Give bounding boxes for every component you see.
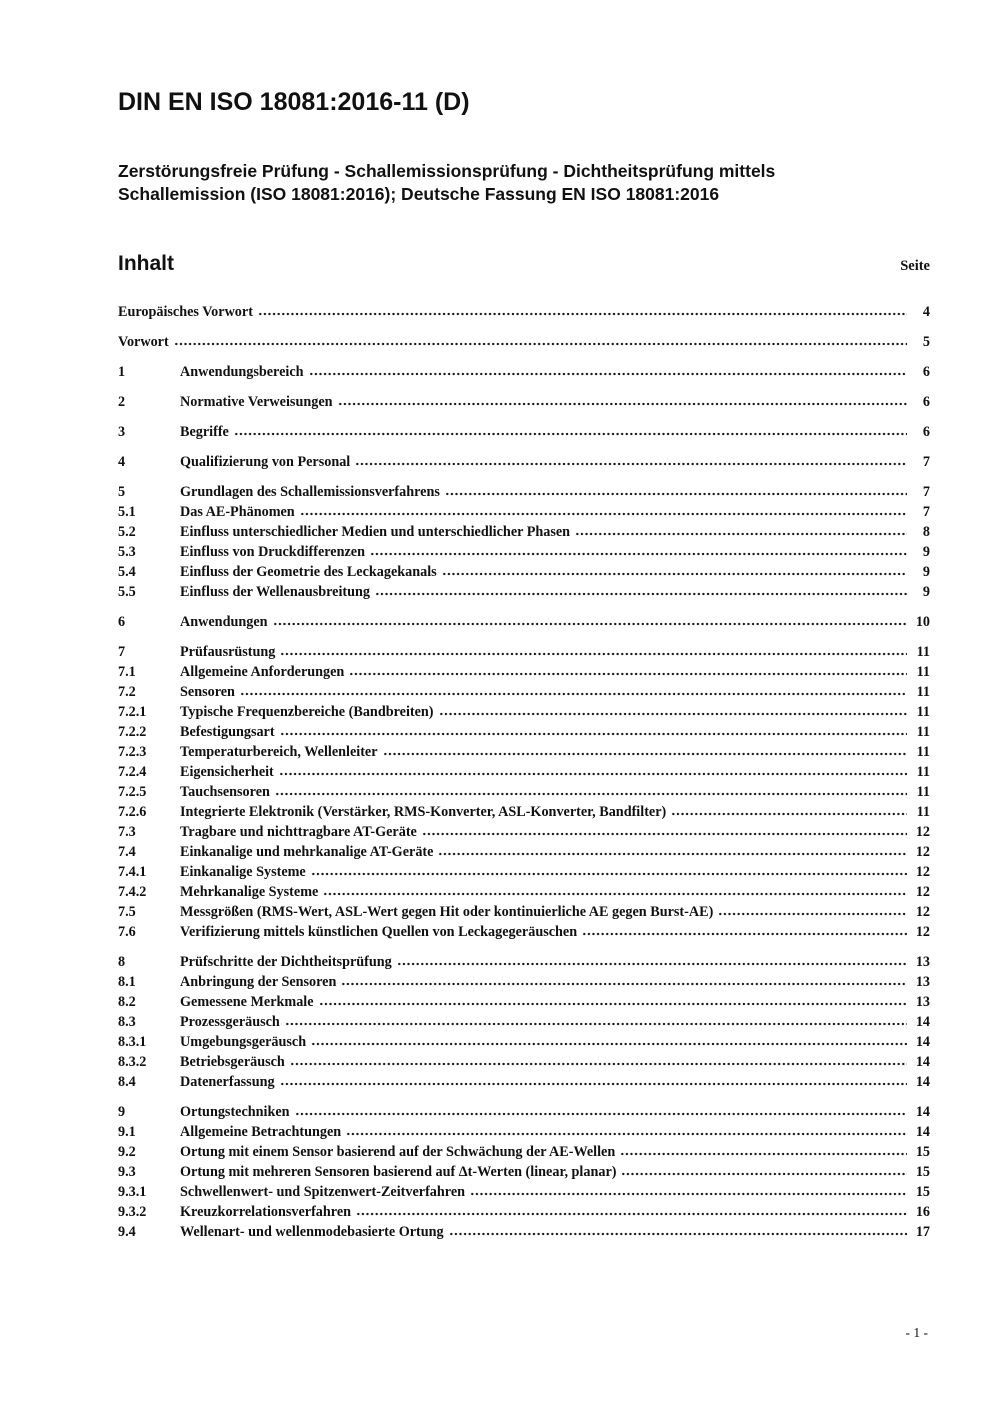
toc-entry	[118, 1072, 930, 1092]
toc-entry-title: Anbringung der Sensoren	[180, 974, 337, 990]
toc-entry-number: 7.2	[118, 684, 136, 700]
toc-entry	[118, 992, 930, 1012]
toc-leader-dots	[323, 892, 907, 896]
toc-leader-dots	[279, 772, 907, 776]
toc-entry-number: 9	[118, 1104, 126, 1120]
toc-entry-title: Prüfschritte der Dichtheitsprüfung	[180, 954, 392, 970]
toc-entry-page: 14	[915, 1104, 930, 1120]
toc-leader-dots	[671, 812, 907, 816]
toc-entry-page: 14	[915, 1074, 930, 1090]
toc-entry	[118, 722, 930, 742]
toc-entry-number: 7.2.6	[118, 804, 147, 820]
toc-entry-number: 7.3	[118, 824, 136, 840]
toc-entry-page: 12	[915, 844, 930, 860]
toc-entry-number: 5.5	[118, 584, 136, 600]
toc-entry-number: 2	[118, 394, 126, 410]
toc-entry-number: 8	[118, 954, 126, 970]
toc-leader-dots	[438, 852, 907, 856]
toc-entry	[118, 862, 930, 882]
toc-leader-dots	[273, 622, 907, 626]
toc-entry-page: 13	[915, 954, 930, 970]
toc-entry-title: Umgebungsgeräusch	[180, 1034, 307, 1050]
toc-entry-title: Begriffe	[180, 424, 229, 440]
toc-leader-dots	[319, 1002, 907, 1006]
toc-entry-number: 8.3	[118, 1014, 136, 1030]
toc-entry	[118, 662, 930, 682]
toc-entry-page: 5	[922, 334, 930, 350]
toc-entry-title: Grundlagen des Schallemissionsverfahrens	[180, 484, 440, 500]
toc-entry-page: 12	[915, 824, 930, 840]
toc-entry-title: Europäisches Vorwort	[118, 304, 253, 320]
toc-leader-dots	[258, 312, 907, 316]
toc-entry-title: Ortung mit einem Sensor basierend auf der Schwächung der AE-Wellen	[180, 1144, 616, 1160]
toc-entry	[118, 612, 930, 632]
toc-entry-title: Typische Frequenzbereiche (Bandbreiten)	[180, 704, 434, 720]
toc-entry-number: 9.2	[118, 1144, 136, 1160]
toc-entry-page: 10	[915, 614, 930, 630]
toc-entry-page: 6	[922, 394, 930, 410]
toc-entry	[118, 1142, 930, 1162]
toc-leader-dots	[445, 492, 907, 496]
toc-entry	[118, 482, 930, 502]
toc-leader-dots	[449, 1232, 907, 1236]
toc-entry	[118, 1162, 930, 1182]
toc-entry	[118, 452, 930, 472]
toc-entry-page: 9	[922, 564, 930, 580]
toc-entry	[118, 1032, 930, 1052]
toc-entry-title: Einkanalige Systeme	[180, 864, 306, 880]
toc-entry-number: 7.4	[118, 844, 136, 860]
toc-leader-dots	[397, 962, 907, 966]
toc-leader-dots	[280, 652, 907, 656]
toc-leader-dots	[439, 712, 907, 716]
toc-entry-title: Prozessgeräusch	[180, 1014, 280, 1030]
toc-leader-dots	[349, 672, 907, 676]
toc-entry-title: Gemessene Merkmale	[180, 994, 314, 1010]
toc-entry	[118, 1202, 930, 1222]
toc-leader-dots	[383, 752, 907, 756]
toc-entry	[118, 842, 930, 862]
toc-entry	[118, 1012, 930, 1032]
toc-entry	[118, 1182, 930, 1202]
toc-leader-dots	[621, 1172, 907, 1176]
toc-entry-title: Anwendungsbereich	[180, 364, 304, 380]
toc-leader-dots	[338, 402, 907, 406]
toc-entry-number: 7	[118, 644, 126, 660]
toc-entry-number: 9.4	[118, 1224, 136, 1240]
toc-entry-page: 6	[922, 364, 930, 380]
toc-entry	[118, 682, 930, 702]
toc-entry-page: 11	[916, 724, 930, 740]
toc-entry-number: 5.2	[118, 524, 136, 540]
toc-entry-number: 7.6	[118, 924, 136, 940]
toc-entry-title: Einfluss unterschiedlicher Medien und unterschiedlicher Phasen	[180, 524, 571, 540]
toc-entry	[118, 782, 930, 802]
toc-leader-dots	[280, 1082, 907, 1086]
toc-entry-title: Datenerfassung	[180, 1074, 275, 1090]
toc-entry-page: 11	[916, 784, 930, 800]
toc-leader-dots	[285, 1022, 907, 1026]
toc-entry-page: 11	[916, 764, 930, 780]
toc-entry-page: 15	[915, 1144, 930, 1160]
toc-leader-dots	[355, 462, 907, 466]
toc-entry-page: 7	[922, 504, 930, 520]
toc-leader-dots	[295, 1112, 907, 1116]
toc-leader-dots	[240, 692, 907, 696]
toc-entry-title: Befestigungsart	[180, 724, 275, 740]
toc-entry	[118, 542, 930, 562]
toc-entry	[118, 952, 930, 972]
toc-entry-number: 8.4	[118, 1074, 136, 1090]
toc-entry-title: Betriebsgeräusch	[180, 1054, 285, 1070]
toc-entry-page: 14	[915, 1054, 930, 1070]
toc-entry-number: 7.2.2	[118, 724, 147, 740]
toc-entry	[118, 702, 930, 722]
toc-entry-page: 11	[916, 744, 930, 760]
toc-entry-page: 9	[922, 544, 930, 560]
toc-entry-number: 5.3	[118, 544, 136, 560]
toc-leader-dots	[309, 372, 907, 376]
toc-entry	[118, 582, 930, 602]
toc-leader-dots	[582, 932, 907, 936]
toc-entry-number: 3	[118, 424, 126, 440]
toc-entry-number: 5.1	[118, 504, 136, 520]
toc-entry-number: 7.2.5	[118, 784, 147, 800]
toc-entry-page: 11	[916, 704, 930, 720]
toc-entry-title: Vorwort	[118, 334, 169, 350]
toc-entry-number: 4	[118, 454, 126, 470]
toc-entry-title: Das AE-Phänomen	[180, 504, 295, 520]
toc-entry-page: 17	[915, 1224, 930, 1240]
toc-entry-number: 6	[118, 614, 126, 630]
toc-leader-dots	[290, 1062, 907, 1066]
toc-entry	[118, 922, 930, 942]
toc-leader-dots	[470, 1192, 907, 1196]
toc-entry-page: 16	[915, 1204, 930, 1220]
toc-entry-number: 8.2	[118, 994, 136, 1010]
toc-leader-dots	[234, 432, 907, 436]
toc-entry-page: 13	[915, 994, 930, 1010]
toc-entry-page: 11	[916, 684, 930, 700]
toc-entry-number: 8.3.1	[118, 1034, 147, 1050]
toc-entry-title: Qualifizierung von Personal	[180, 454, 351, 470]
toc-entry-number: 7.2.1	[118, 704, 147, 720]
toc-entry-number: 1	[118, 364, 126, 380]
toc-entry-page: 14	[915, 1034, 930, 1050]
toc-entry	[118, 1102, 930, 1122]
toc-entry-title: Sensoren	[180, 684, 235, 700]
toc-entry-page: 15	[915, 1164, 930, 1180]
toc-entry-title: Schwellenwert- und Spitzenwert-Zeitverfahren	[180, 1184, 466, 1200]
toc-entry	[118, 302, 930, 322]
toc-entry-title: Einfluss von Druckdifferenzen	[180, 544, 365, 560]
toc-entry-title: Eigensicherheit	[180, 764, 274, 780]
toc-entry	[118, 642, 930, 662]
toc-entry-page: 12	[915, 884, 930, 900]
toc-leader-dots	[356, 1212, 907, 1216]
toc-entry-title: Allgemeine Betrachtungen	[180, 1124, 342, 1140]
toc-leader-dots	[174, 342, 907, 346]
toc-leader-dots	[620, 1152, 907, 1156]
toc-entry	[118, 972, 930, 992]
toc-entry-page: 13	[915, 974, 930, 990]
toc-entry-number: 9.3.2	[118, 1204, 147, 1220]
toc-entry-number: 7.2.4	[118, 764, 147, 780]
toc-entry-page: 11	[916, 644, 930, 660]
toc-entry	[118, 422, 930, 442]
toc-entry-page: 7	[922, 454, 930, 470]
toc-heading: Inhalt	[118, 252, 174, 275]
toc-entry-page: 4	[922, 304, 930, 320]
toc-page-column-label: Seite	[900, 258, 930, 274]
toc-entry-number: 9.3	[118, 1164, 136, 1180]
toc-entry-number: 7.5	[118, 904, 136, 920]
toc-entry-page: 14	[915, 1124, 930, 1140]
toc-entry	[118, 562, 930, 582]
toc-entry-number: 5.4	[118, 564, 136, 580]
toc-leader-dots	[275, 792, 907, 796]
toc-entry-number: 7.1	[118, 664, 136, 680]
toc-entry-title: Integrierte Elektronik (Verstärker, RMS-Konverter, ASL-Konverter, Bandfilter)	[180, 804, 667, 820]
toc-entry-title: Ortungstechniken	[180, 1104, 290, 1120]
toc-entry	[118, 802, 930, 822]
page-number-footer: - 1 -	[905, 1325, 928, 1340]
toc-entry-number: 7.4.1	[118, 864, 147, 880]
toc-entry	[118, 1052, 930, 1072]
toc-entry-page: 9	[922, 584, 930, 600]
toc-entry-number: 9.1	[118, 1124, 136, 1140]
toc-entry-title: Prüfausrüstung	[180, 644, 276, 660]
toc-leader-dots	[341, 982, 907, 986]
toc-entry-page: 12	[915, 864, 930, 880]
toc-entry	[118, 502, 930, 522]
toc-entry-title: Anwendungen	[180, 614, 268, 630]
toc-entry-number: 7.2.3	[118, 744, 147, 760]
toc-entry-title: Messgrößen (RMS-Wert, ASL-Wert gegen Hit oder kontinuierliche AE gegen Burst-AE)	[180, 904, 714, 920]
toc-leader-dots	[422, 832, 907, 836]
toc-entry	[118, 1122, 930, 1142]
document-code: DIN EN ISO 18081:2016-11 (D)	[118, 88, 470, 116]
toc-entry	[118, 522, 930, 542]
toc-entry-title: Verifizierung mittels künstlichen Quellen von Leckagegeräuschen	[180, 924, 578, 940]
toc-header	[118, 252, 930, 276]
toc-entry-page: 7	[922, 484, 930, 500]
toc-list	[118, 302, 930, 1242]
toc-leader-dots	[442, 572, 907, 576]
toc-entry	[118, 742, 930, 762]
toc-entry-title: Tauchsensoren	[180, 784, 270, 800]
toc-entry-title: Wellenart- und wellenmodebasierte Ortung	[180, 1224, 444, 1240]
toc-entry-title: Tragbare und nichttragbare AT-Geräte	[180, 824, 417, 840]
toc-entry-title: Ortung mit mehreren Sensoren basierend auf Δt-Werten (linear, planar)	[180, 1164, 617, 1180]
toc-entry-number: 8.3.2	[118, 1054, 147, 1070]
toc-entry	[118, 392, 930, 412]
document-title: Zerstörungsfreie Prüfung - Schallemissionsprüfung - Dichtheitsprüfung mittels Schallemission (ISO 18081:2016); Deutsche Fassung EN ISO 18081:2016	[118, 161, 776, 204]
toc-entry-title: Normative Verweisungen	[180, 394, 333, 410]
toc-leader-dots	[311, 1042, 907, 1046]
toc-entry-title: Mehrkanalige Systeme	[180, 884, 319, 900]
toc-entry	[118, 332, 930, 352]
toc-leader-dots	[280, 732, 907, 736]
toc-leader-dots	[370, 552, 907, 556]
toc-entry	[118, 762, 930, 782]
toc-entry	[118, 822, 930, 842]
toc-entry	[118, 882, 930, 902]
toc-entry	[118, 362, 930, 382]
toc-entry-page: 12	[915, 904, 930, 920]
toc-leader-dots	[311, 872, 907, 876]
toc-entry-page: 6	[922, 424, 930, 440]
toc-entry-page: 12	[915, 924, 930, 940]
toc-entry	[118, 1222, 930, 1242]
toc-entry	[118, 902, 930, 922]
toc-entry-page: 8	[922, 524, 930, 540]
toc-entry-number: 8.1	[118, 974, 136, 990]
toc-leader-dots	[718, 912, 907, 916]
toc-entry-number: 5	[118, 484, 126, 500]
toc-leader-dots	[346, 1132, 907, 1136]
toc-leader-dots	[575, 532, 907, 536]
toc-entry-title: Einfluss der Wellenausbreitung	[180, 584, 371, 600]
toc-entry-title: Einfluss der Geometrie des Leckagekanals	[180, 564, 437, 580]
toc-entry-title: Allgemeine Anforderungen	[180, 664, 345, 680]
toc-entry-title: Kreuzkorrelationsverfahren	[180, 1204, 352, 1220]
toc-leader-dots	[375, 592, 907, 596]
toc-leader-dots	[300, 512, 907, 516]
toc-entry-title: Einkanalige und mehrkanalige AT-Geräte	[180, 844, 434, 860]
toc-entry-page: 14	[915, 1014, 930, 1030]
toc-entry-number: 9.3.1	[118, 1184, 147, 1200]
toc-entry-page: 11	[916, 664, 930, 680]
toc-entry-page: 15	[915, 1184, 930, 1200]
toc-entry-number: 7.4.2	[118, 884, 147, 900]
toc-entry-title: Temperaturbereich, Wellenleiter	[180, 744, 378, 760]
toc-entry-page: 11	[916, 804, 930, 820]
